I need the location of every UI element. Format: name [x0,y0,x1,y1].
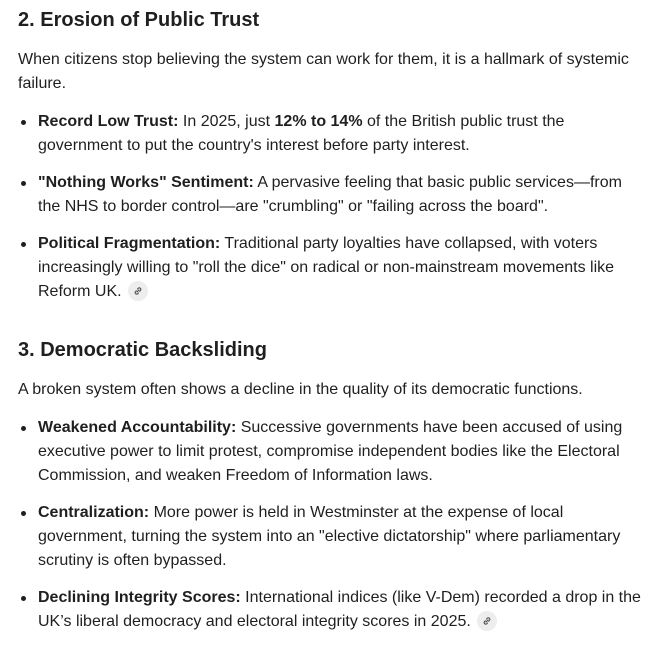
item-text: A pervasive feeling that basic public services—from the NHS to border control—are "crumbling" or "failing across the board". [38,174,622,215]
link-icon [133,286,143,296]
item-lead: Record Low Trust: [38,113,179,130]
item-lead: Declining Integrity Scores: [38,589,241,606]
link-icon [482,616,492,626]
section-intro: A broken system often shows a decline in the quality of its democratic functions. [18,381,583,398]
item-text: Traditional party loyalties have collapsed, with voters increasingly willing to "roll the dice" on radical or non-mainstream movements like Reform UK. [38,235,615,300]
citation-link-button[interactable] [128,281,148,301]
list-item-record-low-trust [38,110,642,158]
list-item-centralization [38,501,642,573]
item-text: More power is held in Westminster at the expense of local government, turning the system into an "elective dictatorship" where parliamentary scrutiny is often bypassed. [38,504,621,569]
list-item-weakened-accountability [38,416,642,488]
list-item-political-fragmentation [38,232,642,304]
list-item-nothing-works [38,171,642,219]
section-heading-democratic-backsliding: 3. Democratic Backsliding [18,339,267,361]
item-text: of the British public trust the government to put the country's interest before party interest. [38,113,565,154]
bullet-list [18,110,642,304]
item-lead: Weakened Accountability: [38,419,237,436]
list-item-declining-integrity-scores [38,586,642,634]
citation-link-button[interactable] [477,611,497,631]
item-emphasis: 12% to 14% [274,113,363,130]
item-text: In 2025, just [178,113,275,130]
item-lead: "Nothing Works" Sentiment: [38,174,254,191]
section-intro: When citizens stop believing the system can work for them, it is a hallmark of systemic failure. [18,51,629,92]
item-text: International indices (like V-Dem) recorded a drop in the UK’s liberal democracy and electoral integrity scores in 2025. [38,589,641,630]
item-lead: Political Fragmentation: [38,235,221,252]
item-lead: Centralization: [38,504,150,521]
item-text: Successive governments have been accused of using executive power to limit protest, compromise independent bodies like the Electoral Commission, and weaken Freedom of Information laws. [38,419,623,484]
section-heading-erosion-of-public-trust: 2. Erosion of Public Trust [18,9,260,31]
bullet-list [18,416,642,634]
